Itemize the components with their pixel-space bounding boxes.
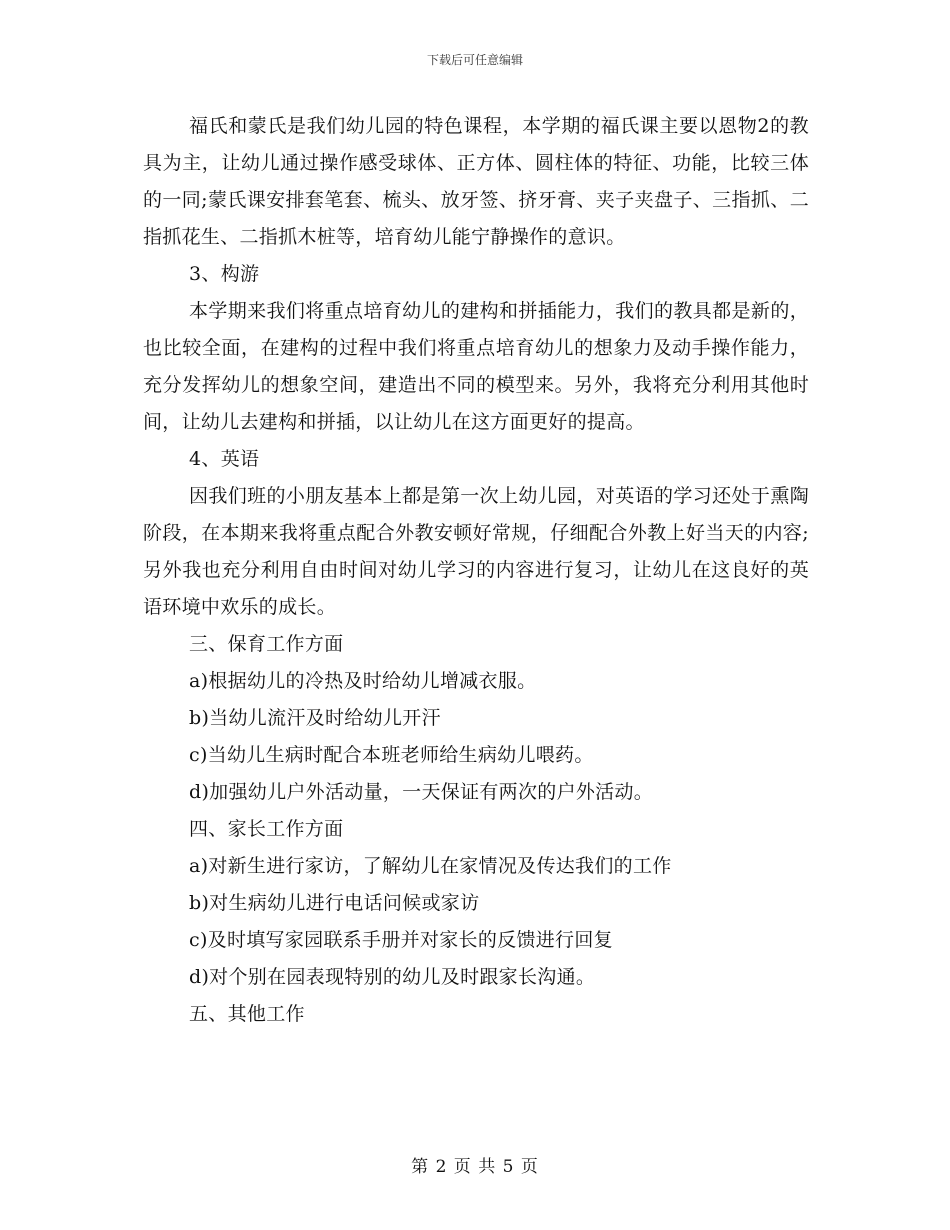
section-heading-parents: 四、家长工作方面 [189, 818, 344, 840]
list-item: b)对生病幼儿进行电话问候或家访 [189, 892, 480, 914]
document-body [143, 108, 809, 1033]
section-heading-childcare: 三、保育工作方面 [189, 633, 344, 655]
list-item: a)对新生进行家访，了解幼儿在家情况及传达我们的工作 [189, 855, 672, 877]
heading-construction-play: 3、构游 [189, 263, 260, 285]
paragraph-english: 因我们班的小朋友基本上都是第一次上幼儿园，对英语的学习还处于熏陶阶段，在本期来我将重点配合外教安顿好常规，仔细配合外教上好当天的内容;另外我也充分利用自由时间对幼儿学习的内容进行复习，让幼儿在这良好的英语环境中欢乐的成长。 [143, 485, 809, 618]
list-item: a)根据幼儿的冷热及时给幼儿增减衣服。 [189, 670, 537, 692]
paragraph-special-courses: 福氏和蒙氏是我们幼儿园的特色课程，本学期的福氏课主要以恩物2的教具为主，让幼儿通过操作感受球体、正方体、圆柱体的特征、功能，比较三体的一同;蒙氏课安排套笔套、梳头、放牙签、挤牙膏、夹子夹盘子、三指抓、二指抓花生、二指抓木桩等，培育幼儿能宁静操作的意识。 [143, 115, 809, 248]
list-item: c)当幼儿生病时配合本班老师给生病幼儿喂药。 [189, 744, 594, 766]
list-item: d)对个别在园表现特别的幼儿及时跟家长沟通。 [189, 966, 596, 988]
page-footer: 第 2 页 共 5 页 [411, 1157, 539, 1177]
page-header: 下载后可任意编辑 [426, 53, 523, 67]
paragraph-construction: 本学期来我们将重点培育幼儿的建构和拼插能力，我们的教具都是新的，也比较全面，在建构的过程中我们将重点培育幼儿的想象力及动手操作能力，充分发挥幼儿的想象空间，建造出不同的模型来。另外，我将充分利用其他时间，让幼儿去建构和拼插，以让幼儿在这方面更好的提高。 [143, 300, 809, 433]
heading-english: 4、英语 [189, 448, 260, 470]
list-item: b)当幼儿流汗及时给幼儿开汗 [189, 707, 441, 729]
list-item: d)加强幼儿户外活动量，一天保证有两次的户外活动。 [189, 781, 654, 803]
list-item: c)及时填写家园联系手册并对家长的反馈进行回复 [189, 929, 613, 951]
section-heading-other: 五、其他工作 [189, 1003, 305, 1025]
